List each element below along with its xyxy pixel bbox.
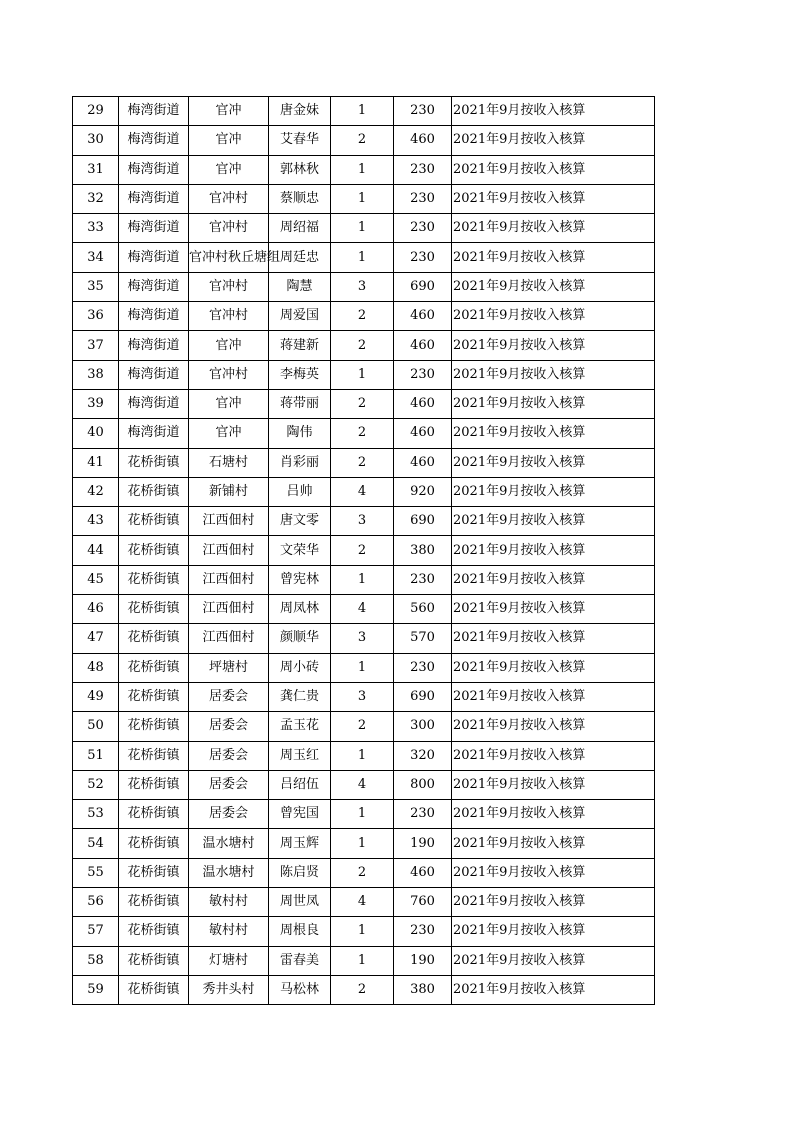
household-count-cell: 1 bbox=[331, 829, 394, 858]
street-cell: 花桥街镇 bbox=[119, 653, 189, 682]
household-count-cell: 1 bbox=[331, 800, 394, 829]
amount-cell: 460 bbox=[394, 331, 452, 360]
street-cell: 梅湾街道 bbox=[119, 272, 189, 301]
person-name-cell: 周玉红 bbox=[269, 741, 331, 770]
amount-cell: 460 bbox=[394, 126, 452, 155]
note-cell: 2021年9月按收入核算 bbox=[452, 946, 655, 975]
street-cell: 花桥街镇 bbox=[119, 946, 189, 975]
household-count-cell: 1 bbox=[331, 97, 394, 126]
person-name-cell: 陈启贤 bbox=[269, 858, 331, 887]
table-row bbox=[73, 653, 655, 682]
person-name-cell: 郭林秋 bbox=[269, 155, 331, 184]
amount-cell: 460 bbox=[394, 389, 452, 418]
household-count-cell: 1 bbox=[331, 360, 394, 389]
person-name-cell: 文荣华 bbox=[269, 536, 331, 565]
village-cell: 江西佃村 bbox=[189, 536, 269, 565]
table-row bbox=[73, 302, 655, 331]
row-number-cell: 36 bbox=[73, 302, 119, 331]
table-row bbox=[73, 565, 655, 594]
household-count-cell: 2 bbox=[331, 419, 394, 448]
amount-cell: 460 bbox=[394, 302, 452, 331]
village-cell: 官冲 bbox=[189, 389, 269, 418]
note-cell: 2021年9月按收入核算 bbox=[452, 126, 655, 155]
household-count-cell: 2 bbox=[331, 536, 394, 565]
amount-cell: 190 bbox=[394, 829, 452, 858]
note-cell: 2021年9月按收入核算 bbox=[452, 653, 655, 682]
person-name-cell: 吕绍伍 bbox=[269, 770, 331, 799]
street-cell: 花桥街镇 bbox=[119, 448, 189, 477]
village-cell: 居委会 bbox=[189, 682, 269, 711]
note-cell: 2021年9月按收入核算 bbox=[452, 888, 655, 917]
note-cell: 2021年9月按收入核算 bbox=[452, 975, 655, 1004]
row-number-cell: 47 bbox=[73, 624, 119, 653]
household-count-cell: 2 bbox=[331, 331, 394, 360]
street-cell: 花桥街镇 bbox=[119, 507, 189, 536]
table-row bbox=[73, 126, 655, 155]
village-cell: 官冲村 bbox=[189, 184, 269, 213]
note-cell: 2021年9月按收入核算 bbox=[452, 800, 655, 829]
street-cell: 梅湾街道 bbox=[119, 389, 189, 418]
row-number-cell: 59 bbox=[73, 975, 119, 1004]
amount-cell: 230 bbox=[394, 155, 452, 184]
row-number-cell: 39 bbox=[73, 389, 119, 418]
household-count-cell: 1 bbox=[331, 653, 394, 682]
village-cell: 秀井头村 bbox=[189, 975, 269, 1004]
row-number-cell: 49 bbox=[73, 682, 119, 711]
village-cell: 官冲 bbox=[189, 419, 269, 448]
village-cell: 官冲 bbox=[189, 155, 269, 184]
note-cell: 2021年9月按收入核算 bbox=[452, 917, 655, 946]
person-name-cell: 曾宪林 bbox=[269, 565, 331, 594]
table-row bbox=[73, 243, 655, 272]
household-count-cell: 1 bbox=[331, 243, 394, 272]
row-number-cell: 56 bbox=[73, 888, 119, 917]
note-cell: 2021年9月按收入核算 bbox=[452, 214, 655, 243]
note-cell: 2021年9月按收入核算 bbox=[452, 858, 655, 887]
household-count-cell: 4 bbox=[331, 595, 394, 624]
row-number-cell: 52 bbox=[73, 770, 119, 799]
amount-cell: 230 bbox=[394, 97, 452, 126]
person-name-cell: 周根良 bbox=[269, 917, 331, 946]
amount-cell: 230 bbox=[394, 360, 452, 389]
street-cell: 梅湾街道 bbox=[119, 184, 189, 213]
row-number-cell: 35 bbox=[73, 272, 119, 301]
amount-cell: 690 bbox=[394, 272, 452, 301]
row-number-cell: 42 bbox=[73, 477, 119, 506]
note-cell: 2021年9月按收入核算 bbox=[452, 360, 655, 389]
village-cell: 官冲村 bbox=[189, 302, 269, 331]
village-cell: 灯塘村 bbox=[189, 946, 269, 975]
table-row bbox=[73, 272, 655, 301]
amount-cell: 690 bbox=[394, 507, 452, 536]
household-count-cell: 1 bbox=[331, 946, 394, 975]
household-count-cell: 4 bbox=[331, 770, 394, 799]
note-cell: 2021年9月按收入核算 bbox=[452, 155, 655, 184]
table-row bbox=[73, 624, 655, 653]
household-count-cell: 1 bbox=[331, 565, 394, 594]
street-cell: 花桥街镇 bbox=[119, 624, 189, 653]
table-row bbox=[73, 800, 655, 829]
person-name-cell: 周凤林 bbox=[269, 595, 331, 624]
note-cell: 2021年9月按收入核算 bbox=[452, 712, 655, 741]
row-number-cell: 40 bbox=[73, 419, 119, 448]
table-row bbox=[73, 389, 655, 418]
amount-cell: 230 bbox=[394, 917, 452, 946]
person-name-cell: 唐文零 bbox=[269, 507, 331, 536]
row-number-cell: 34 bbox=[73, 243, 119, 272]
person-name-cell: 雷春美 bbox=[269, 946, 331, 975]
street-cell: 花桥街镇 bbox=[119, 536, 189, 565]
street-cell: 花桥街镇 bbox=[119, 800, 189, 829]
table-row bbox=[73, 712, 655, 741]
row-number-cell: 43 bbox=[73, 507, 119, 536]
amount-cell: 460 bbox=[394, 419, 452, 448]
subsidy-table bbox=[72, 96, 655, 1005]
note-cell: 2021年9月按收入核算 bbox=[452, 184, 655, 213]
village-cell: 居委会 bbox=[189, 800, 269, 829]
row-number-cell: 41 bbox=[73, 448, 119, 477]
table-row bbox=[73, 419, 655, 448]
person-name-cell: 艾春华 bbox=[269, 126, 331, 155]
street-cell: 花桥街镇 bbox=[119, 565, 189, 594]
note-cell: 2021年9月按收入核算 bbox=[452, 770, 655, 799]
village-cell: 江西佃村 bbox=[189, 624, 269, 653]
row-number-cell: 45 bbox=[73, 565, 119, 594]
table-row bbox=[73, 975, 655, 1004]
row-number-cell: 33 bbox=[73, 214, 119, 243]
household-count-cell: 3 bbox=[331, 682, 394, 711]
household-count-cell: 2 bbox=[331, 126, 394, 155]
table-row bbox=[73, 448, 655, 477]
person-name-cell: 曾宪国 bbox=[269, 800, 331, 829]
village-cell: 官冲 bbox=[189, 97, 269, 126]
street-cell: 梅湾街道 bbox=[119, 214, 189, 243]
note-cell: 2021年9月按收入核算 bbox=[452, 331, 655, 360]
person-name-cell: 蒋带丽 bbox=[269, 389, 331, 418]
amount-cell: 920 bbox=[394, 477, 452, 506]
village-cell: 官冲村 bbox=[189, 214, 269, 243]
street-cell: 花桥街镇 bbox=[119, 888, 189, 917]
person-name-cell: 周小砖 bbox=[269, 653, 331, 682]
note-cell: 2021年9月按收入核算 bbox=[452, 448, 655, 477]
row-number-cell: 38 bbox=[73, 360, 119, 389]
household-count-cell: 2 bbox=[331, 712, 394, 741]
street-cell: 花桥街镇 bbox=[119, 741, 189, 770]
row-number-cell: 51 bbox=[73, 741, 119, 770]
household-count-cell: 1 bbox=[331, 155, 394, 184]
amount-cell: 560 bbox=[394, 595, 452, 624]
person-name-cell: 唐金妹 bbox=[269, 97, 331, 126]
street-cell: 花桥街镇 bbox=[119, 595, 189, 624]
village-cell: 官冲 bbox=[189, 126, 269, 155]
table-row bbox=[73, 536, 655, 565]
row-number-cell: 44 bbox=[73, 536, 119, 565]
household-count-cell: 2 bbox=[331, 389, 394, 418]
row-number-cell: 29 bbox=[73, 97, 119, 126]
table-row bbox=[73, 917, 655, 946]
person-name-cell: 周爱国 bbox=[269, 302, 331, 331]
note-cell: 2021年9月按收入核算 bbox=[452, 97, 655, 126]
amount-cell: 230 bbox=[394, 565, 452, 594]
village-cell: 居委会 bbox=[189, 741, 269, 770]
table-row bbox=[73, 507, 655, 536]
village-cell: 温水塘村 bbox=[189, 858, 269, 887]
street-cell: 花桥街镇 bbox=[119, 712, 189, 741]
table-row bbox=[73, 888, 655, 917]
village-cell: 官冲 bbox=[189, 331, 269, 360]
note-cell: 2021年9月按收入核算 bbox=[452, 829, 655, 858]
street-cell: 花桥街镇 bbox=[119, 975, 189, 1004]
note-cell: 2021年9月按收入核算 bbox=[452, 536, 655, 565]
row-number-cell: 58 bbox=[73, 946, 119, 975]
street-cell: 梅湾街道 bbox=[119, 331, 189, 360]
row-number-cell: 55 bbox=[73, 858, 119, 887]
table-row bbox=[73, 184, 655, 213]
household-count-cell: 4 bbox=[331, 477, 394, 506]
table-row bbox=[73, 946, 655, 975]
village-cell: 敏村村 bbox=[189, 917, 269, 946]
person-name-cell: 马松林 bbox=[269, 975, 331, 1004]
table-row bbox=[73, 595, 655, 624]
household-count-cell: 4 bbox=[331, 888, 394, 917]
person-name-cell: 蔡顺忠 bbox=[269, 184, 331, 213]
village-cell: 官冲村 bbox=[189, 360, 269, 389]
note-cell: 2021年9月按收入核算 bbox=[452, 565, 655, 594]
amount-cell: 380 bbox=[394, 975, 452, 1004]
person-name-cell: 李梅英 bbox=[269, 360, 331, 389]
row-number-cell: 57 bbox=[73, 917, 119, 946]
row-number-cell: 31 bbox=[73, 155, 119, 184]
village-cell: 坪塘村 bbox=[189, 653, 269, 682]
household-count-cell: 3 bbox=[331, 507, 394, 536]
amount-cell: 320 bbox=[394, 741, 452, 770]
note-cell: 2021年9月按收入核算 bbox=[452, 477, 655, 506]
person-name-cell: 周世凤 bbox=[269, 888, 331, 917]
person-name-cell: 肖彩丽 bbox=[269, 448, 331, 477]
table-row bbox=[73, 97, 655, 126]
table-row bbox=[73, 770, 655, 799]
table-row bbox=[73, 214, 655, 243]
village-cell: 居委会 bbox=[189, 712, 269, 741]
street-cell: 梅湾街道 bbox=[119, 360, 189, 389]
household-count-cell: 2 bbox=[331, 448, 394, 477]
note-cell: 2021年9月按收入核算 bbox=[452, 624, 655, 653]
street-cell: 花桥街镇 bbox=[119, 917, 189, 946]
person-name-cell: 龚仁贵 bbox=[269, 682, 331, 711]
note-cell: 2021年9月按收入核算 bbox=[452, 682, 655, 711]
household-count-cell: 2 bbox=[331, 858, 394, 887]
note-cell: 2021年9月按收入核算 bbox=[452, 389, 655, 418]
table-row bbox=[73, 155, 655, 184]
row-number-cell: 32 bbox=[73, 184, 119, 213]
note-cell: 2021年9月按收入核算 bbox=[452, 419, 655, 448]
table-row bbox=[73, 829, 655, 858]
village-cell: 官冲村秋丘塘组 bbox=[189, 243, 269, 272]
person-name-cell: 周玉辉 bbox=[269, 829, 331, 858]
street-cell: 花桥街镇 bbox=[119, 682, 189, 711]
person-name-cell: 陶慧 bbox=[269, 272, 331, 301]
row-number-cell: 54 bbox=[73, 829, 119, 858]
street-cell: 梅湾街道 bbox=[119, 97, 189, 126]
amount-cell: 690 bbox=[394, 682, 452, 711]
row-number-cell: 50 bbox=[73, 712, 119, 741]
amount-cell: 570 bbox=[394, 624, 452, 653]
amount-cell: 300 bbox=[394, 712, 452, 741]
person-name-cell: 颜顺华 bbox=[269, 624, 331, 653]
household-count-cell: 2 bbox=[331, 975, 394, 1004]
amount-cell: 800 bbox=[394, 770, 452, 799]
household-count-cell: 1 bbox=[331, 741, 394, 770]
row-number-cell: 30 bbox=[73, 126, 119, 155]
row-number-cell: 53 bbox=[73, 800, 119, 829]
household-count-cell: 1 bbox=[331, 214, 394, 243]
amount-cell: 460 bbox=[394, 448, 452, 477]
amount-cell: 230 bbox=[394, 184, 452, 213]
village-cell: 江西佃村 bbox=[189, 595, 269, 624]
street-cell: 梅湾街道 bbox=[119, 302, 189, 331]
street-cell: 花桥街镇 bbox=[119, 858, 189, 887]
street-cell: 梅湾街道 bbox=[119, 126, 189, 155]
village-cell: 官冲村 bbox=[189, 272, 269, 301]
person-name-cell: 陶伟 bbox=[269, 419, 331, 448]
village-cell: 石塘村 bbox=[189, 448, 269, 477]
table-row bbox=[73, 741, 655, 770]
amount-cell: 230 bbox=[394, 214, 452, 243]
table-row bbox=[73, 682, 655, 711]
row-number-cell: 48 bbox=[73, 653, 119, 682]
street-cell: 梅湾街道 bbox=[119, 243, 189, 272]
amount-cell: 230 bbox=[394, 243, 452, 272]
household-count-cell: 2 bbox=[331, 302, 394, 331]
village-cell: 温水塘村 bbox=[189, 829, 269, 858]
amount-cell: 190 bbox=[394, 946, 452, 975]
village-cell: 江西佃村 bbox=[189, 565, 269, 594]
street-cell: 梅湾街道 bbox=[119, 419, 189, 448]
street-cell: 梅湾街道 bbox=[119, 155, 189, 184]
amount-cell: 760 bbox=[394, 888, 452, 917]
amount-cell: 460 bbox=[394, 858, 452, 887]
street-cell: 花桥街镇 bbox=[119, 829, 189, 858]
person-name-cell: 吕帅 bbox=[269, 477, 331, 506]
village-cell: 江西佃村 bbox=[189, 507, 269, 536]
household-count-cell: 3 bbox=[331, 272, 394, 301]
village-cell: 居委会 bbox=[189, 770, 269, 799]
table-row bbox=[73, 360, 655, 389]
note-cell: 2021年9月按收入核算 bbox=[452, 272, 655, 301]
table-body bbox=[73, 97, 655, 1005]
village-cell: 敏村村 bbox=[189, 888, 269, 917]
person-name-cell: 周廷忠 bbox=[269, 243, 331, 272]
table-row bbox=[73, 331, 655, 360]
person-name-cell: 孟玉花 bbox=[269, 712, 331, 741]
amount-cell: 380 bbox=[394, 536, 452, 565]
row-number-cell: 37 bbox=[73, 331, 119, 360]
street-cell: 花桥街镇 bbox=[119, 477, 189, 506]
note-cell: 2021年9月按收入核算 bbox=[452, 741, 655, 770]
household-count-cell: 1 bbox=[331, 184, 394, 213]
household-count-cell: 3 bbox=[331, 624, 394, 653]
note-cell: 2021年9月按收入核算 bbox=[452, 302, 655, 331]
street-cell: 花桥街镇 bbox=[119, 770, 189, 799]
note-cell: 2021年9月按收入核算 bbox=[452, 595, 655, 624]
person-name-cell: 周绍福 bbox=[269, 214, 331, 243]
household-count-cell: 1 bbox=[331, 917, 394, 946]
table-row bbox=[73, 477, 655, 506]
person-name-cell: 蒋建新 bbox=[269, 331, 331, 360]
note-cell: 2021年9月按收入核算 bbox=[452, 507, 655, 536]
amount-cell: 230 bbox=[394, 800, 452, 829]
table-row bbox=[73, 858, 655, 887]
row-number-cell: 46 bbox=[73, 595, 119, 624]
note-cell: 2021年9月按收入核算 bbox=[452, 243, 655, 272]
amount-cell: 230 bbox=[394, 653, 452, 682]
village-cell: 新铺村 bbox=[189, 477, 269, 506]
